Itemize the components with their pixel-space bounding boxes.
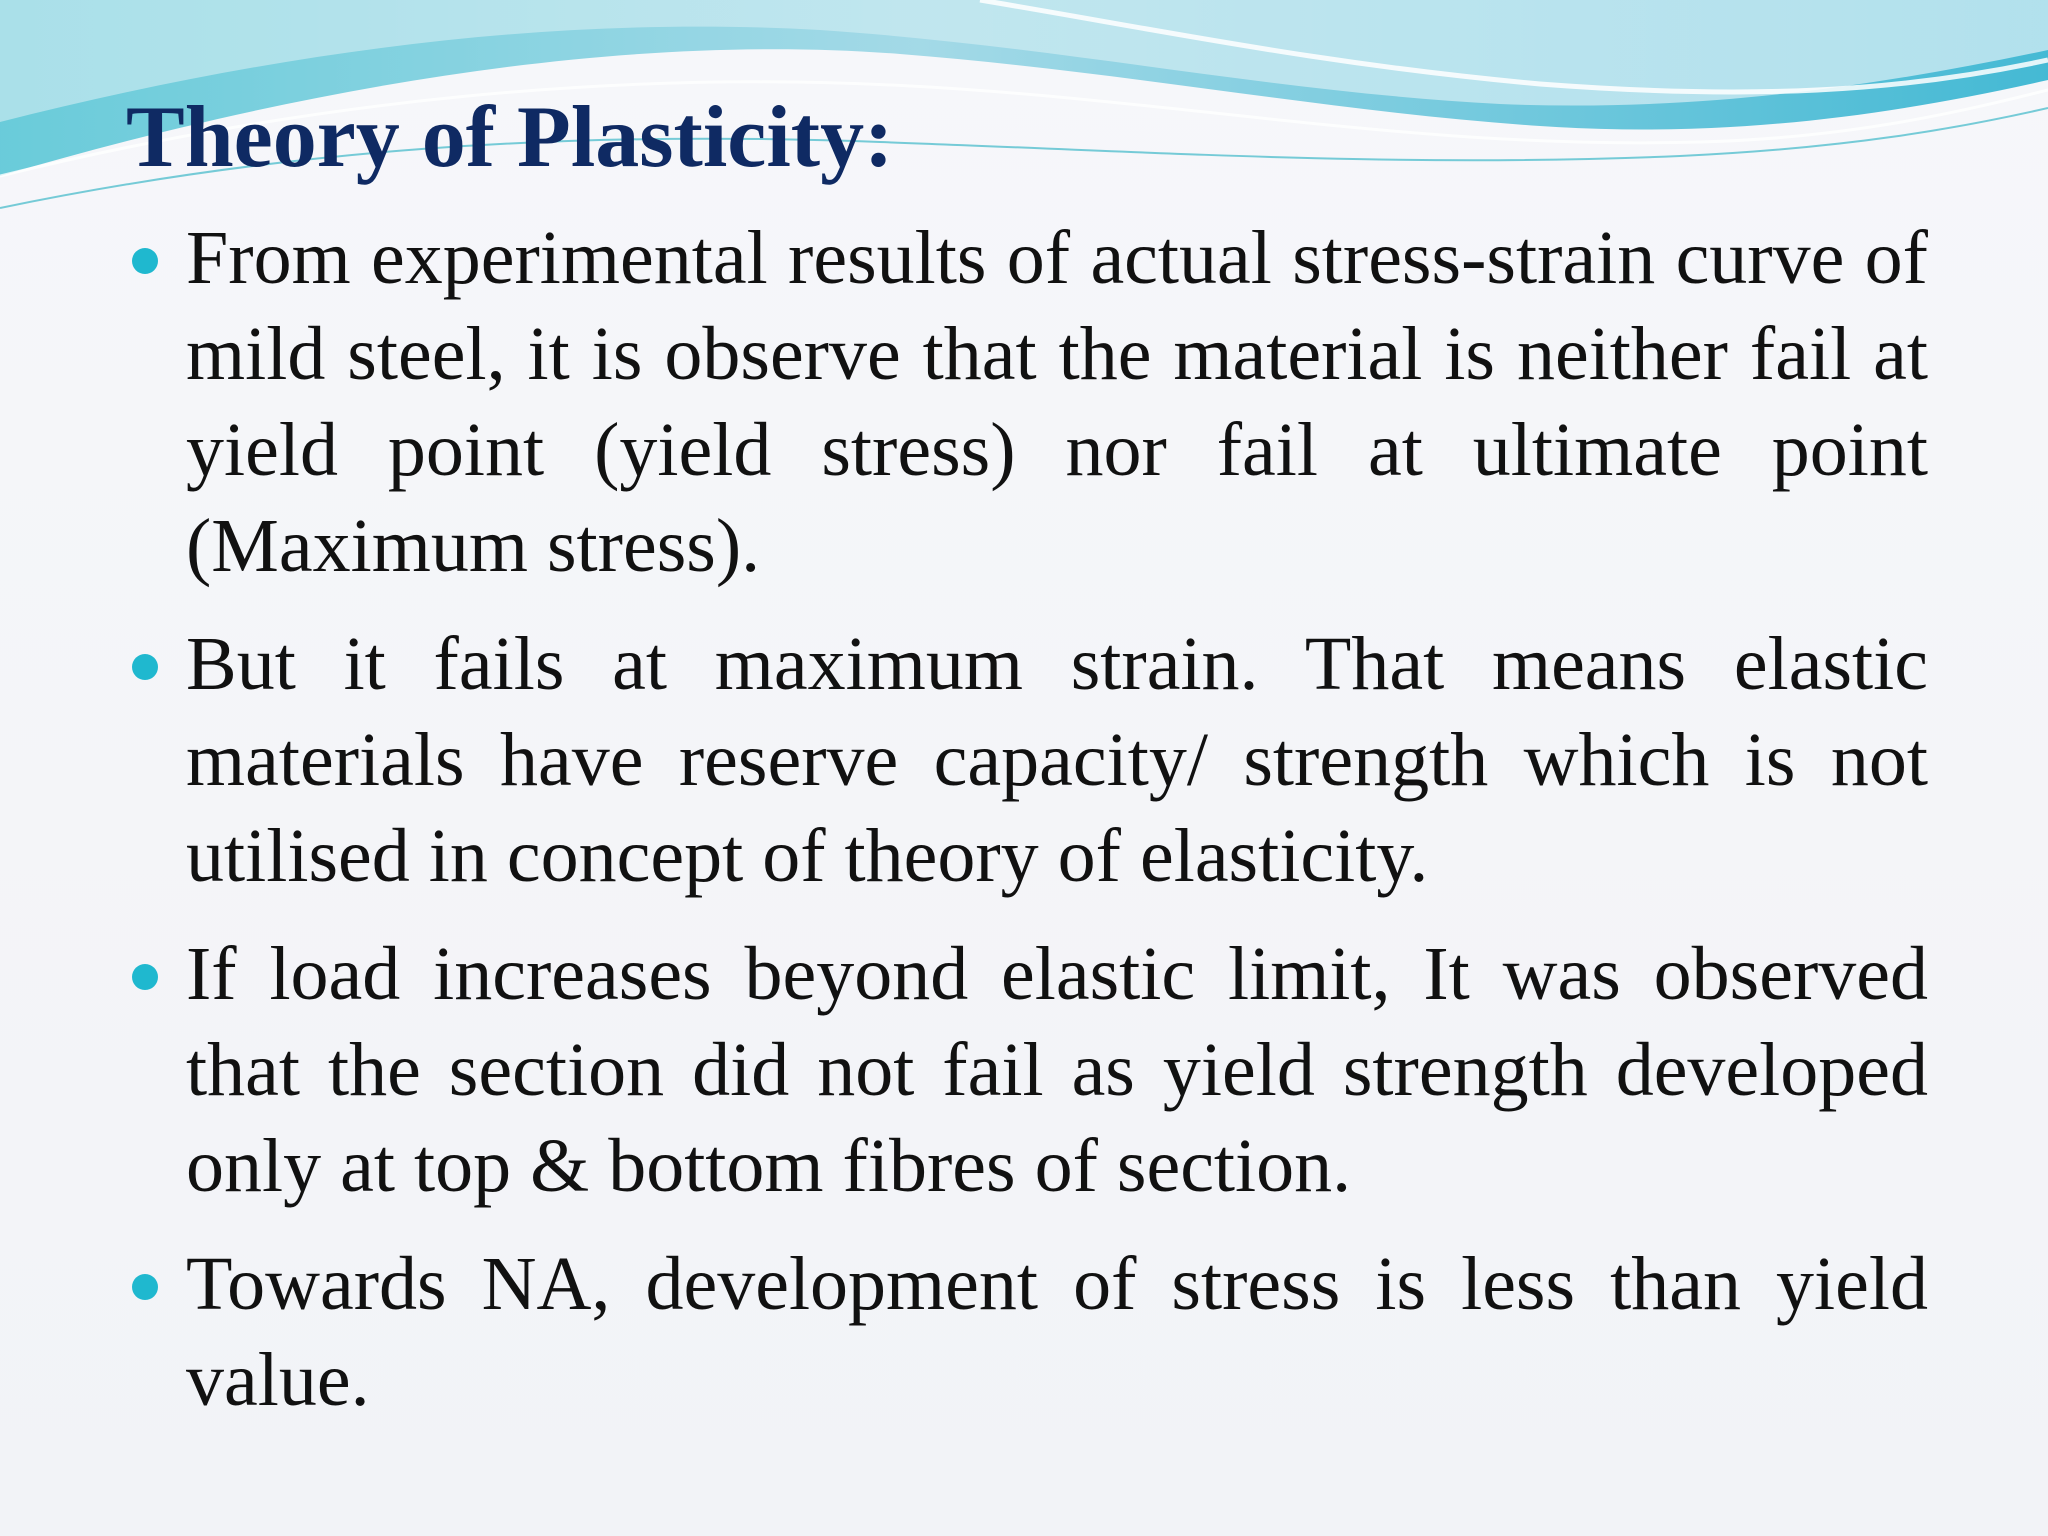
slide-title: Theory of Plasticity:	[126, 89, 894, 186]
bullet-list	[128, 210, 1928, 1450]
bullet-dot-icon	[132, 964, 158, 990]
bullet-text: If load increases beyond elastic limit, It was observed that the section did not fail as yield strength developed only at top & bottom fibres of section.	[186, 932, 1928, 1208]
bullet-dot-icon	[132, 654, 158, 680]
bullet-dot-icon	[132, 248, 158, 274]
bullet-item	[128, 926, 1928, 1214]
bullet-item	[128, 1236, 1928, 1428]
bullet-dot-icon	[132, 1274, 158, 1300]
bullet-text: From experimental results of actual stress-strain curve of mild steel, it is observe that the material is neither fail at yield point (yield stress) nor fail at ultimate point (Maximum stress).	[186, 216, 1928, 588]
bullet-text: But it fails at maximum strain. That means elastic materials have reserve capacity/ strength which is not utilised in concept of theory of elasticity.	[186, 622, 1928, 898]
bullet-item	[128, 210, 1928, 594]
bullet-text: Towards NA, development of stress is less than yield value.	[186, 1242, 1928, 1422]
bullet-item	[128, 616, 1928, 904]
